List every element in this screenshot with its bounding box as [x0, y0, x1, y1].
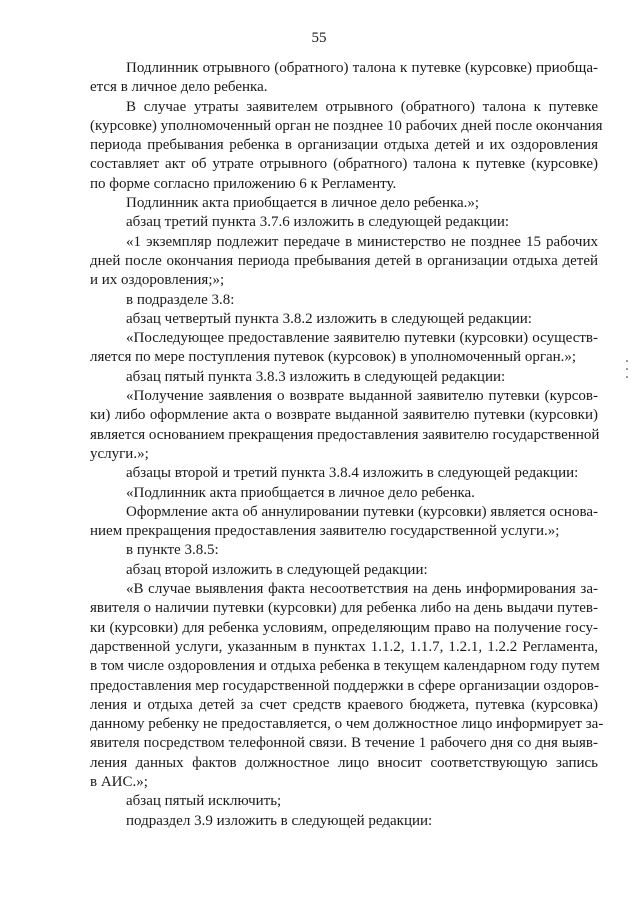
text-line: абзац пятый исключить;	[126, 793, 282, 810]
text-line: В случае утраты заявителем отрывного (обратного) талона к путевке	[126, 98, 598, 115]
text-line: ки) либо оформление акта о возврате выданной заявителю путевки (курсовки)	[90, 407, 598, 424]
text-line: явителя посредством телефонной связи. В течение 1 рабочего дня со дня выяв-	[90, 735, 598, 752]
text-line: нием прекращения предоставления заявителю государственной услуги.»;	[90, 523, 560, 540]
text-line: абзацы второй и третий пункта 3.8.4 изложить в следующей редакции:	[126, 465, 579, 482]
text-line: «Подлинник акта приобщается в личное дело ребенка.	[126, 484, 475, 501]
text-line: абзац второй изложить в следующей редакции:	[126, 561, 428, 578]
scan-speck	[626, 376, 628, 378]
text-line: абзац третий пункта 3.7.6 изложить в следующей редакции:	[126, 214, 510, 231]
text-line: абзац пятый пункта 3.8.3 изложить в следующей редакции:	[126, 368, 506, 385]
text-line: услуги.»;	[90, 445, 149, 462]
text-line: дарственной услуги, указанным в пунктах 1.1.2, 1.1.7, 1.2.1, 1.2.2 Регламента,	[90, 638, 598, 655]
text-line: Подлинник акта приобщается в личное дело ребенка.»;	[126, 195, 480, 212]
text-line: данному ребенку не предоставляется, о чем должностное лицо информирует за-	[90, 716, 604, 733]
text-line: является основанием прекращения предоставления заявителю государственной	[90, 426, 600, 443]
text-line: «Получение заявления о возврате выданной заявителю путевки (курсов-	[126, 388, 598, 405]
text-line: (курсовке) уполномоченный орган не позднее 10 рабочих дней после окончания	[90, 117, 603, 134]
text-line: явителя о наличии путевки (курсовки) для ребенка либо на день выдачи путев-	[90, 600, 598, 617]
text-line: предоставления мер государственной поддержки в сфере организации оздоров-	[90, 677, 599, 694]
text-line: подраздел 3.9 изложить в следующей редакции:	[126, 812, 433, 829]
scan-specks	[626, 360, 629, 384]
text-line: дней после окончания периода пребывания детей в организации отдыха детей	[90, 252, 598, 269]
text-line: ляется по мере поступления путевок (курсовок) в уполномоченный орган.»;	[90, 349, 577, 366]
text-line: периода пребывания ребенка в организации отдыха детей и их оздоровления	[90, 137, 598, 154]
text-line: «В случае выявления факта несоответствия на день информирования за-	[126, 581, 598, 598]
text-line: составляет акт об утрате отрывного (обратного) талона к путевке (курсовке)	[90, 156, 598, 173]
text-line: ется в личное дело ребенка.	[90, 79, 268, 96]
text-line: в пункте 3.8.5:	[126, 542, 219, 559]
text-line: Подлинник отрывного (обратного) талона к путевке (курсовке) приобща-	[126, 60, 598, 76]
text-line: в подразделе 3.8:	[126, 291, 235, 308]
text-line: Оформление акта об аннулировании путевки (курсовки) является основа-	[126, 503, 598, 520]
text-line: «1 экземпляр подлежит передаче в министерство не позднее 15 рабочих	[126, 233, 598, 250]
text-line: абзац четвертый пункта 3.8.2 изложить в следующей редакции:	[126, 310, 532, 327]
text-line: по форме согласно приложению 6 к Регламенту.	[90, 175, 397, 192]
scan-speck	[626, 368, 628, 370]
scan-speck	[626, 360, 628, 362]
document-body	[90, 59, 604, 831]
text-line: ки (курсовки) для ребенка условиям, определяющим право на получение госу-	[90, 619, 598, 636]
text-line: «Последующее предоставление заявителю путевки (курсовки) осуществ-	[126, 330, 598, 347]
page-number: 55	[311, 30, 327, 46]
text-line: и их оздоровления;»;	[90, 272, 225, 289]
text-line: ления и отдыха детей за счет средств краевого бюджета, путевка (курсовка)	[90, 696, 598, 713]
text-line: ления данных фактов должностное лицо вносит соответствующую запись	[90, 754, 598, 771]
text-line: в АИС.»;	[90, 773, 148, 790]
text-line: в том числе оздоровления и отдыха ребенка в текущем календарном году путем	[90, 658, 600, 675]
